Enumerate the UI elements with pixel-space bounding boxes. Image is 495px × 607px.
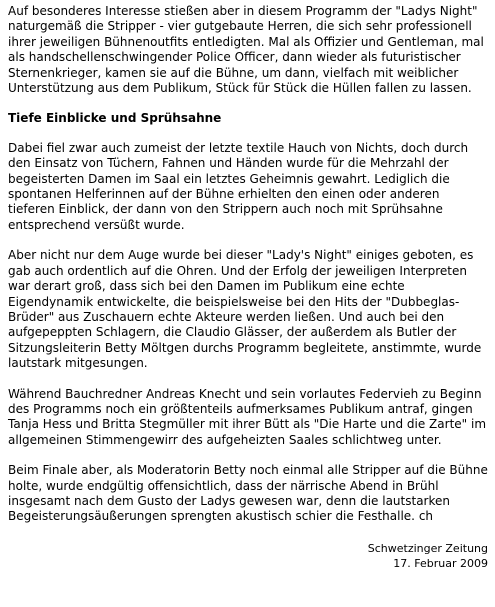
article-paragraph: Beim Finale aber, als Moderatorin Betty noch einmal alle Stripper auf die Bühne holte, wurde endgültig offensichtlich, dass der närrische Abend in Brühl insgesamt nach dem Gusto der Ladys gewesen war, denn die lautstarken Begeisterungsäußerungen sprengten akustisch schier die Festhalle. ch <box>8 463 488 524</box>
article-subheading: Tiefe Einblicke und Sprühsahne <box>8 111 222 126</box>
source-publication: Schwetzinger Zeitung <box>367 541 488 555</box>
article-paragraph: Während Bauchredner Andreas Knecht und sein vorlautes Federvieh zu Beginn des Programms noch ein größtenteils aufmerksames Publikum antraf, gingen Tanja Hess und Britta Stegmüller mit ihrer Bütt als "Die Harte und die Zarte" im allgemeinen Stimmengewirr des aufgeheizten Saales schlichtweg unter. <box>8 386 487 447</box>
article-paragraph: Aber nicht nur dem Auge wurde bei dieser "Lady's Night" einiges geboten, es gab auch ordentlich auf die Ohren. Und der Erfolg der jeweiligen Interpreten war derart groß, dass sich bei den Damen im Publikum eine echte Eigendynamik entwickelte, die beispielsweise bei den Hits der "Dubbeglas-Brüder" aus Zuschauern echte Akteure werden ließen. Und auch bei den aufgepeppten Schlagern, die Claudio Glässer, der außerdem als Butler der Sitzungsleiterin Betty Möltgen durchs Programm begleitete, anstimmte, wurde lautstark mitgesungen. <box>8 248 482 371</box>
article-source <box>8 541 488 571</box>
article-paragraph: Dabei fiel zwar auch zumeist der letzte textile Hauch von Nichts, doch durch den Einsatz von Tüchern, Fahnen und Händen wurde für die Mehrzahl der begeisterten Damen im Saal ein letztes Geheimnis gewahrt. Lediglich die spontanen Helferinnen auf der Bühne erhielten den einen oder anderen tieferen Einblick, der dann von den Strippern auch noch mit Sprühsahne entsprechend versüßt wurde. <box>8 140 469 232</box>
article <box>8 4 488 571</box>
article-paragraph-intro: Auf besonderes Interesse stießen aber in diesem Programm der "Ladys Night" naturgemäß die Stripper - vier gutgebaute Herren, die sich sehr professionell ihrer jeweiligen Bühnenoutfits entledigten. Mal als Offizier und Gentleman, mal als handschellenschwingender Police Officer, dann wieder als futuristischer Sternenkrieger, kamen sie auf die Bühne, um dann, vielfach mit weiblicher Unterstützung aus dem Publikum, Stück für Stück die Hüllen fallen zu lassen. <box>8 4 484 96</box>
source-date: 17. Februar 2009 <box>393 556 488 570</box>
